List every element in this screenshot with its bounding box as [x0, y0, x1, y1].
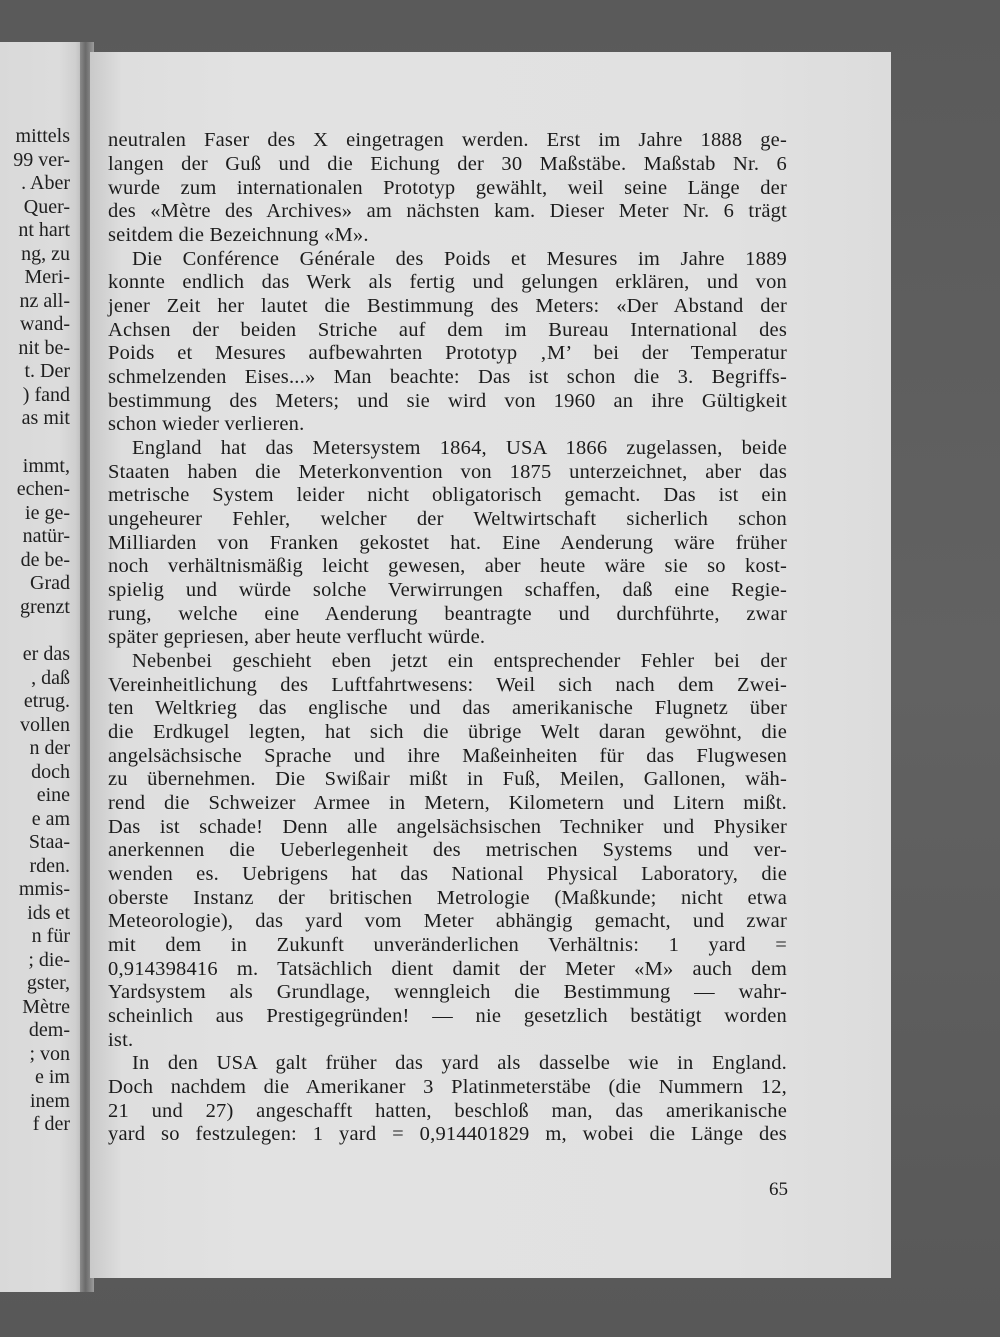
left-page-line: e im: [35, 1066, 70, 1088]
left-page-line: doch: [31, 761, 70, 783]
left-page-line: nit be-: [18, 337, 70, 359]
text-line: rend die Schweizer Armee in Metern, Kilometern und Litern mißt.: [108, 792, 787, 814]
text-line: Das ist schade! Denn alle angelsächsischen Techniker und Physiker: [108, 816, 787, 838]
text-line: ten Weltkrieg das englische und das amerikanische Flugnetz über: [108, 697, 787, 719]
text-line: metrische System leider nicht obligatorisch gemacht. Das ist ein: [108, 484, 787, 506]
left-page-line: 99 ver-: [13, 149, 70, 171]
text-line: ungeheurer Fehler, welcher der Weltwirtschaft sicherlich schon: [108, 508, 787, 530]
text-line: Staaten haben die Meterkonvention von 1875 unterzeichnet, aber das: [108, 461, 787, 483]
left-page-line: grenzt: [20, 596, 70, 618]
text-line: Die Conférence Générale des Poids et Mesures im Jahre 1889: [132, 248, 787, 270]
text-line: 0,914398416 m. Tatsächlich dient damit der Meter «M» auch dem: [108, 958, 787, 980]
left-page-line: eine: [36, 784, 70, 806]
left-page-line: Quer-: [23, 196, 70, 218]
text-line: spielig und würde solche Verwirrungen schaffen, daß eine Regie-: [108, 579, 787, 601]
text-line: scheinlich aus Prestigegründen! — nie gesetzlich bestätigt worden: [108, 1005, 787, 1027]
left-page-line: inem: [30, 1090, 70, 1112]
left-page-line: , daß: [31, 667, 70, 689]
left-page-line: Mètre: [22, 996, 70, 1018]
text-line: die Erdkugel legten, hat sich die übrige Welt daran gewöhnt, die: [108, 721, 787, 743]
text-line: seitdem die Bezeichnung «M».: [108, 224, 369, 246]
text-line: Doch nachdem die Amerikaner 3 Platinmeterstäbe (die Nummern 12,: [108, 1076, 787, 1098]
text-line: bestimmung des Meters; und sie wird von 1960 an ihre Gültigkeit: [108, 390, 787, 412]
left-page-line: . Aber: [21, 172, 70, 194]
left-page-line: e am: [31, 808, 70, 830]
text-line: schmelzenden Eises...» Man beachte: Das ist schon die 3. Begriffs-: [108, 366, 787, 388]
text-line: wurde zum internationalen Prototyp gewählt, weil seine Länge der: [108, 177, 787, 199]
text-line: konnte endlich das Werk als fertig und gelungen erklären, und von: [108, 271, 787, 293]
text-line: ist.: [108, 1029, 134, 1051]
text-line: mit dem in Zukunft unveränderlichen Verhältnis: 1 yard =: [108, 934, 787, 956]
left-page-line: er das: [22, 643, 70, 665]
left-page-line: n für: [31, 925, 70, 947]
left-page-line: ; die-: [28, 949, 70, 971]
left-page-line: Grad: [30, 572, 70, 594]
text-line: Nebenbei geschieht eben jetzt ein entsprechender Fehler bei der: [132, 650, 787, 672]
text-line: 21 und 27) angeschafft hatten, beschloß man, das amerikanische: [108, 1100, 787, 1122]
left-page-line: ) fand: [22, 384, 70, 406]
text-line: des «Mètre des Archives» am nächsten kam. Dieser Meter Nr. 6 trägt: [108, 200, 787, 222]
text-line: Poids et Mesures aufbewahrten Prototyp ‚M’ bei der Temperatur: [108, 342, 787, 364]
text-line: In den USA galt früher das yard als dasselbe wie in England.: [132, 1052, 787, 1074]
left-page-line: mmis-: [18, 878, 70, 900]
text-line: Achsen der beiden Striche auf dem im Bureau International des: [108, 319, 787, 341]
left-page-line: gster,: [26, 972, 70, 994]
left-page-line: Meri-: [24, 266, 70, 288]
text-line: anerkennen die Ueberlegenheit des metrischen Systems und ver-: [108, 839, 787, 861]
left-page-line: wand-: [20, 313, 70, 335]
left-page-line: ; von: [29, 1043, 70, 1065]
left-page-line: ids et: [27, 902, 70, 924]
left-page-line: nt hart: [18, 219, 70, 241]
left-page-line: rden.: [29, 855, 70, 877]
left-page: [0, 42, 84, 1292]
left-page-line: immt,: [22, 455, 70, 477]
text-line: zu übernehmen. Die Swißair mißt in Fuß, Meilen, Gallonen, wäh-: [108, 768, 787, 790]
left-page-line: dem-: [28, 1019, 70, 1041]
text-line: wenden es. Uebrigens hat das National Physical Laboratory, die: [108, 863, 787, 885]
left-page-line: de be-: [20, 549, 70, 571]
left-page-line: n der: [29, 737, 70, 759]
left-page-line: ie ge-: [25, 502, 70, 524]
text-line: Milliarden von Franken gekostet hat. Eine Aenderung wäre früher: [108, 532, 787, 554]
left-page-line: Staa-: [28, 831, 70, 853]
left-page-line: nz all-: [19, 290, 70, 312]
left-page-line: echen-: [16, 478, 70, 500]
text-line: langen der Guß und die Eichung der 30 Maßstäbe. Maßstab Nr. 6: [108, 153, 787, 175]
text-line: schon wieder verlieren.: [108, 413, 305, 435]
left-page-line: ng, zu: [21, 243, 70, 265]
text-line: Vereinheitlichung des Luftfahrtwesens: Weil sich nach dem Zwei-: [108, 674, 787, 696]
text-line: Meteorologie), das yard vom Meter abhängig gemacht, und zwar: [108, 910, 787, 932]
page-number: 65: [769, 1179, 788, 1200]
text-line: yard so festzulegen: 1 yard = 0,914401829 m, wobei die Länge des: [108, 1123, 787, 1145]
text-line: England hat das Metersystem 1864, USA 1866 zugelassen, beide: [132, 437, 787, 459]
left-page-line: t. Der: [24, 360, 70, 382]
text-line: oberste Instanz der britischen Metrologie (Maßkunde; nicht etwa: [108, 887, 787, 909]
text-line: später gepriesen, aber heute verflucht würde.: [108, 626, 486, 648]
text-line: neutralen Faser des X eingetragen werden. Erst im Jahre 1888 ge-: [108, 129, 787, 151]
left-page-line: f der: [32, 1113, 70, 1135]
left-page-line: mittels: [15, 125, 70, 147]
text-line: angelsächsische Sprache und ihre Maßeinheiten für das Flugwesen: [108, 745, 787, 767]
text-line: noch verhältnismäßig leicht gewesen, aber heute wäre sie so kost-: [108, 555, 787, 577]
text-line: Yardsystem als Grundlage, wenngleich die Bestimmung — wahr-: [108, 981, 787, 1003]
text-line: rung, welche eine Aenderung beantragte und durchführte, zwar: [108, 603, 787, 625]
left-page-line: natür-: [22, 525, 70, 547]
text-line: jener Zeit her lautet die Bestimmung des Meters: «Der Abstand der: [108, 295, 787, 317]
left-page-line: etrug.: [23, 690, 70, 712]
left-page-line: vollen: [20, 714, 70, 736]
left-page-line: as mit: [21, 407, 70, 429]
